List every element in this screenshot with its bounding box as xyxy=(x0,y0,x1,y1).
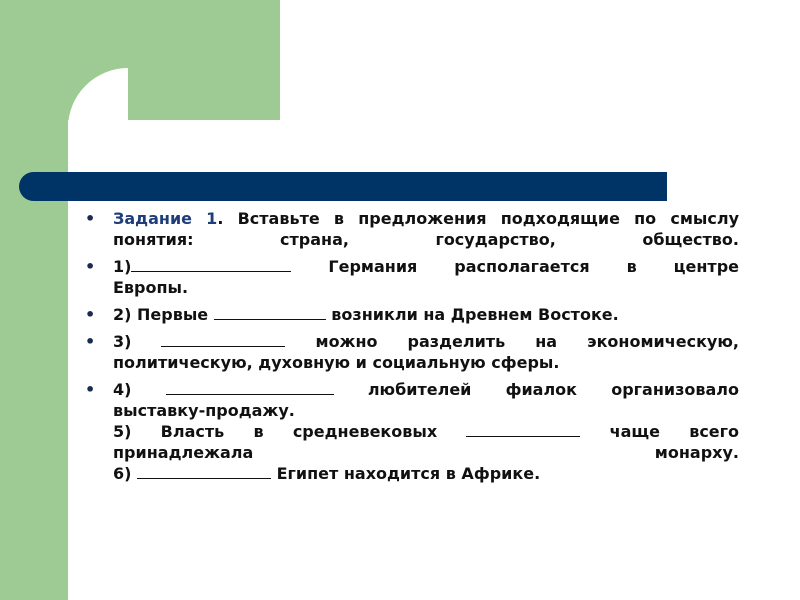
blank-line xyxy=(131,257,291,272)
task-label: Задание 1 xyxy=(113,209,218,228)
bullet-icon: • xyxy=(85,209,96,228)
item-text: 5) Власть в средневековых xyxy=(113,422,467,441)
bullet-icon: • xyxy=(85,332,96,351)
title-bar xyxy=(19,172,667,201)
bullet-icon: • xyxy=(85,305,96,324)
item-text: можно разделить на экономическую, xyxy=(285,332,739,351)
list-item-task xyxy=(83,208,739,250)
list-item-2 xyxy=(83,304,739,325)
green-decor-left xyxy=(0,0,68,600)
item-text: монарху. xyxy=(654,443,739,462)
list-item-3 xyxy=(83,331,739,373)
item-text: любителей фиалок организовало xyxy=(333,380,740,399)
item-text: возникли на Древнем Востоке. xyxy=(325,305,619,324)
blank-line xyxy=(137,464,271,479)
bullet-icon: • xyxy=(85,257,96,276)
slide-content xyxy=(83,208,739,490)
item-text: принадлежала xyxy=(113,443,254,462)
bullet-icon: • xyxy=(85,380,96,399)
item-text: 1) xyxy=(113,257,132,276)
item-text: Египет находится в Африке. xyxy=(271,464,541,483)
blank-line xyxy=(161,332,285,347)
list-item-4 xyxy=(83,379,739,484)
task-text: . Вставьте в предложения подходящие по смыслу понятия: страна, государство, общество. xyxy=(113,209,740,249)
blank-line xyxy=(466,422,580,437)
item-text: 4) xyxy=(113,380,166,399)
item-text: 6) xyxy=(113,464,138,483)
blank-line xyxy=(214,305,326,320)
blank-line xyxy=(166,380,334,395)
item-text: выставку-продажу. xyxy=(113,401,295,420)
item-text: чаще всего xyxy=(580,422,740,441)
item-text: Германия располагается в центре xyxy=(291,257,739,276)
list-item-1 xyxy=(83,256,739,298)
item-text: 3) xyxy=(113,332,162,351)
item-text: 2) Первые xyxy=(113,305,214,324)
item-text: Европы. xyxy=(113,278,189,297)
item-text: политическую, духовную и социальную сферы. xyxy=(113,353,560,372)
